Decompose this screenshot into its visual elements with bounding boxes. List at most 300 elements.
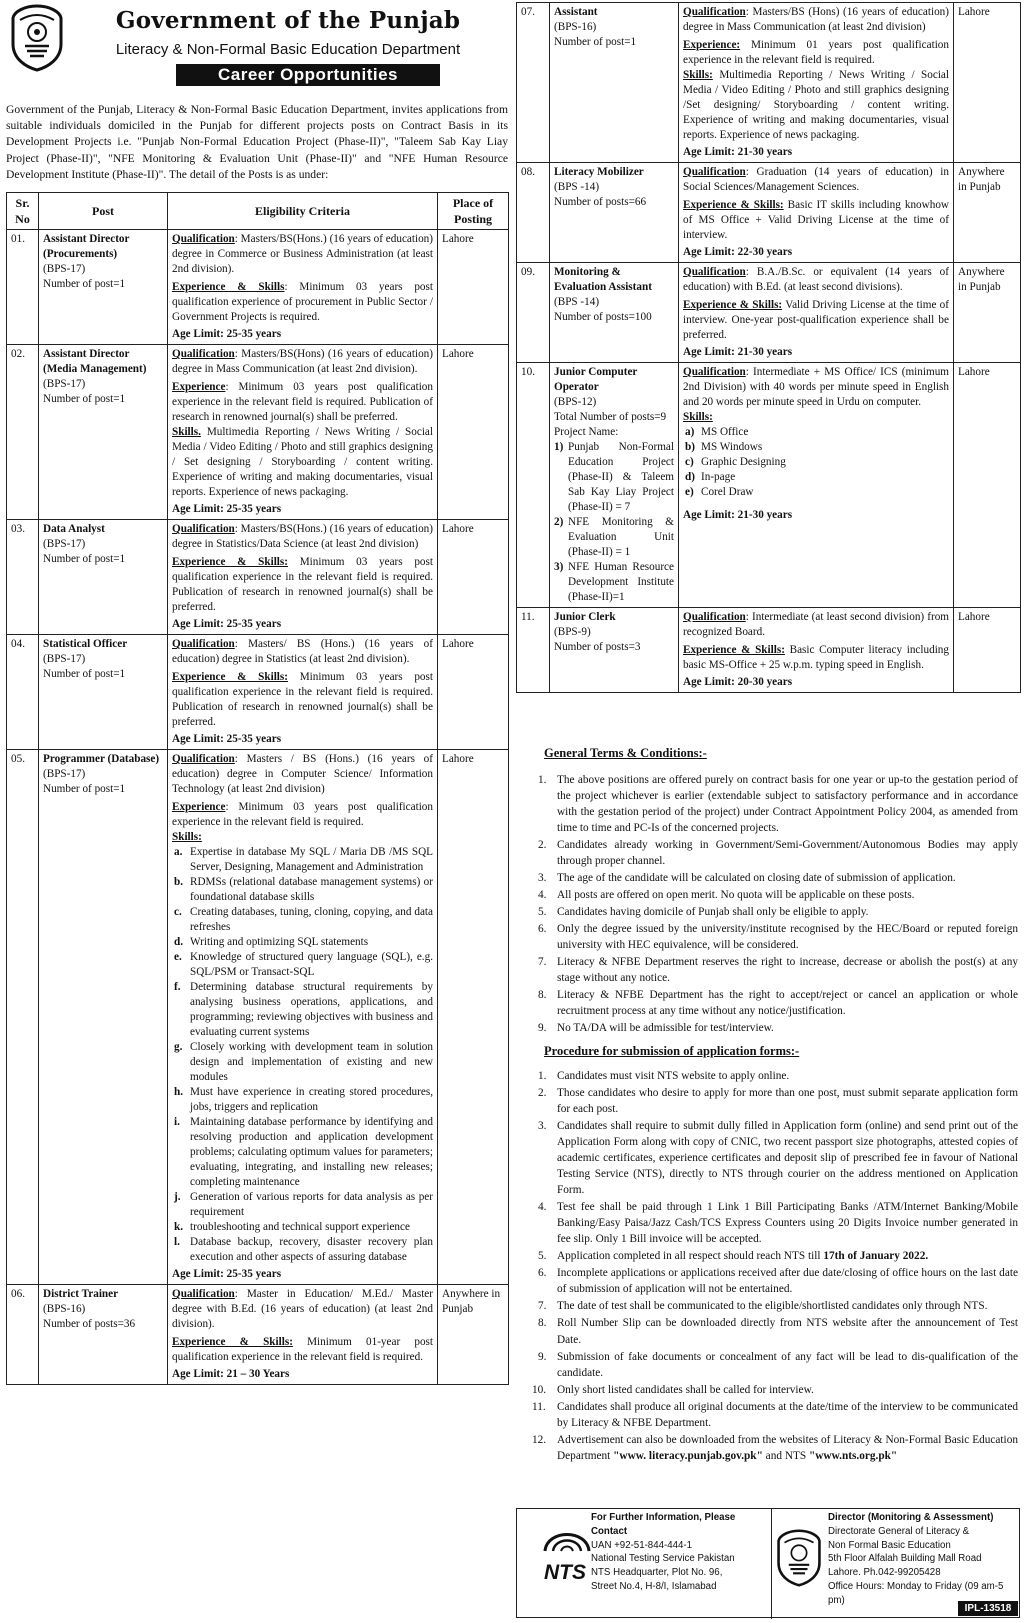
list-text: Candidates shall produce all original documents at the date/time of the interview to be communicated by Literacy & NFBE Department.	[557, 1400, 1018, 1429]
list-number: 6.	[538, 1267, 547, 1280]
experience	[172, 800, 433, 830]
qualification-label: Qualification	[172, 638, 235, 651]
post-bps: (BPS-17)	[43, 768, 86, 781]
skills-label: Skills:	[683, 411, 713, 423]
list-item	[522, 1349, 1018, 1381]
government-title: Government of the Punjab	[115, 7, 461, 34]
place-of-posting: Anywhere in Punjab	[954, 263, 1021, 363]
skills-text: Multimedia Reporting / News Writing / Social Media / Video Editing / Photo and still graphics designing /Set designing/ Storyboarding / content writing. Experience of writing and making documentaries, visual reports. Experience of news packaging.	[683, 69, 949, 141]
sr-no: 01.	[7, 230, 39, 345]
qualification-text: : Masters/BS(Hons.) (16 years of education) degree in Commerce or Business Administration (at least 2nd division).	[172, 233, 434, 276]
post-count: Number of posts=3	[554, 641, 641, 653]
experience-text: : Minimum 03 years post qualification experience of procurement in Public Sector / Government Projects is required.	[172, 281, 433, 324]
skill-text: Graphic Designing	[701, 456, 786, 468]
skill-text: Knowledge of structured query language (SQL), e.g. SQL/PSM or Transact-SQL	[190, 951, 433, 979]
post-count: Number of posts=36	[43, 1318, 136, 1331]
qualification	[683, 5, 949, 35]
qualification-label: Qualification	[172, 753, 235, 766]
contact-line: Street No.4, H-8/I, Islamabad	[591, 1580, 717, 1592]
list-item	[522, 1298, 1018, 1314]
skill-text: Closely working with development team in solution design and implementation of existing and new modules	[190, 1041, 433, 1084]
age-limit: Age Limit: 21-30 years	[683, 509, 793, 521]
list-text: No TA/DA will be admissible for test/interview.	[557, 1022, 774, 1035]
list-item	[522, 1432, 1018, 1464]
qualification	[172, 1287, 433, 1332]
skill-marker: b)	[685, 441, 695, 453]
skills-label: Skills:	[683, 69, 713, 81]
post-count: Number of post=1	[43, 553, 126, 566]
post-bps: (BPS-16)	[554, 21, 597, 33]
table-row	[7, 230, 509, 345]
skill-marker: d.	[174, 936, 184, 949]
age-limit: Age Limit: 21-30 years	[683, 146, 793, 158]
list-number: 5.	[538, 906, 547, 919]
skill-text: Generation of various reports for data analysis as per requirement	[190, 1191, 433, 1219]
skill-text: Database backup, recovery, disaster recovery plan execution and other aspects of assuring database	[190, 1236, 433, 1264]
list-number: 11.	[532, 1400, 546, 1413]
project-marker: 2)	[554, 516, 564, 528]
sr-no: 11.	[517, 608, 550, 693]
table-row	[7, 1285, 509, 1385]
post-bps: (BPS-16)	[43, 1303, 86, 1316]
list-text: Literacy & NFBE Department has the right to accept/reject or cancel an application or whole recruitment process at any time without any notice/justification.	[557, 989, 1018, 1018]
list-text: Candidates already working in Government/Semi-Government/Autonomous Bodies may apply through proper channel.	[557, 839, 1018, 868]
table-row	[7, 520, 509, 635]
list-item	[522, 1248, 1018, 1264]
eligibility-criteria	[168, 345, 438, 520]
qualification-text: : B.A./B.Sc. or equivalent (14 years of education) with B.Ed. (at least second divisions).	[683, 266, 949, 293]
list-number: 2.	[538, 839, 547, 852]
experience-label: Experience & Skills	[172, 281, 285, 294]
sr-no: 05.	[7, 750, 39, 1285]
sr-no: 07.	[517, 3, 550, 163]
table-row	[7, 750, 509, 1285]
post-count: Number of post=1	[43, 393, 126, 406]
posts-table-left	[6, 192, 509, 1385]
place-of-posting: Lahore	[438, 345, 509, 520]
post-cell	[550, 363, 679, 608]
website-nts: "www.nts.org.pk"	[809, 1449, 898, 1462]
skill-item	[172, 1085, 433, 1115]
skill-text: MS Office	[701, 426, 749, 438]
deadline-date: 17th of January 2022.	[823, 1250, 929, 1263]
post-count: Number of posts=100	[554, 311, 652, 323]
list-text: Those candidates who desire to apply for more than one post, must submit separate application form for each post.	[557, 1087, 1018, 1116]
footer-contact-info	[591, 1511, 767, 1594]
skill-marker: d)	[685, 471, 695, 483]
director-line: Lahore. Ph.042-99205428	[828, 1567, 941, 1579]
qualification	[172, 752, 433, 797]
list-item	[522, 1068, 1018, 1084]
age-limit: Age Limit: 21 – 30 Years	[172, 1368, 290, 1381]
skill-marker: c)	[685, 456, 694, 468]
table-row	[7, 635, 509, 750]
list-item	[522, 1315, 1018, 1347]
table-row	[517, 163, 1021, 263]
place-of-posting: Lahore	[954, 608, 1021, 693]
post-bps: (BPS -14)	[554, 181, 600, 193]
list-number: 9.	[538, 1022, 547, 1035]
skill-text: In-page	[701, 471, 736, 483]
post-cell	[39, 635, 168, 750]
qualification-label: Qualification	[683, 611, 746, 623]
skill-marker: j.	[174, 1191, 181, 1204]
post-name: Assistant Director (Procurements)	[43, 233, 130, 261]
list-text: Submission of fake documents or concealment of any fact will be lead to dis-qualification of the candidate.	[557, 1350, 1018, 1379]
qualification-label: Qualification	[683, 366, 746, 378]
website-and: and NTS	[762, 1449, 809, 1462]
experience-text: Basic IT skills including knowhow of MS Office + Valid Driving License at the time of interview.	[683, 199, 949, 241]
qualification	[683, 265, 949, 295]
list-number: 5.	[538, 1250, 547, 1263]
project-item	[554, 560, 674, 605]
post-count: Number of post=1	[554, 36, 637, 48]
project-text: Punjab Non-Formal Education Project (Phase-II) & Taleem Sab Kay Liay Project (Phase-II) = 7	[568, 441, 674, 513]
general-terms-list	[522, 772, 1018, 1038]
project-list	[554, 440, 674, 605]
list-number: 4.	[538, 1201, 547, 1214]
post-name: Statistical Officer	[43, 638, 128, 651]
sr-no: 06.	[7, 1285, 39, 1385]
qualification-text: : Masters / BS (Hons.) (16 years of education) degree in Computer Science/ Information Technology (at least 2nd division)	[172, 753, 433, 796]
experience-label: Experience & Skills:	[683, 644, 785, 656]
eligibility-criteria	[168, 635, 438, 750]
experience	[683, 198, 949, 243]
skill-item	[172, 1040, 433, 1085]
skill-text: Expertise in database My SQL / Maria DB /MS SQL Server, Designing, Management and Administration	[190, 846, 433, 874]
age-limit: Age Limit: 25-35 years	[172, 503, 282, 516]
skill-text: Maintaining database performance by identifying and resolving production and application development problems; calculating optimum values for parameters; evaluating, integrating, and installing new releases; completing maintenance	[190, 1116, 433, 1189]
list-item	[522, 1399, 1018, 1431]
sr-no: 10.	[517, 363, 550, 608]
eligibility-criteria	[168, 1285, 438, 1385]
director-line: Non Formal Basic Education	[828, 1539, 951, 1551]
list-item	[522, 870, 1018, 886]
experience	[172, 280, 433, 325]
post-name: District Trainer	[43, 1288, 119, 1301]
list-item	[522, 887, 1018, 903]
skill-item	[172, 1115, 433, 1190]
experience-text: Minimum 01-year post qualification experience in the relevant field is required.	[172, 1336, 433, 1364]
table-header-row	[7, 193, 509, 230]
skill-item	[683, 440, 949, 455]
general-terms-heading: General Terms & Conditions:-	[544, 746, 707, 760]
qualification-text: : Masters/BS(Hons.) (16 years of education) degree in Statistics/Data Science (at least 2nd division)	[172, 523, 434, 551]
qualification	[683, 365, 949, 410]
skill-text: Writing and optimizing SQL statements	[190, 936, 369, 949]
qualification-label: Qualification	[172, 1288, 235, 1301]
post-count: Number of post=1	[43, 668, 126, 681]
post-cell	[39, 1285, 168, 1385]
list-text: The age of the candidate will be calculated on closing date of submission of application.	[557, 872, 956, 885]
list-item	[522, 1265, 1018, 1297]
place-of-posting: Lahore	[438, 750, 509, 1285]
list-number: 7.	[538, 1300, 547, 1313]
experience	[683, 298, 949, 343]
skills-label: Skills:	[172, 831, 202, 844]
header-eligibility: Eligibility Criteria	[168, 193, 438, 230]
skill-text: Must have experience in creating stored procedures, jobs, triggers and replication	[190, 1086, 433, 1114]
list-text: Test fee shall be paid through 1 Link 1 Bill Participating Banks /ATM/Internet Banking/Mobile Banking/Easy Paisa/Jazz Cash/TCS Express Counters using 20 Digits Invoice number generated in fee slip. Only 1 Bill invoice will be accepted.	[557, 1201, 1018, 1246]
post-bps: (BPS-17)	[43, 263, 86, 276]
sr-no: 09.	[517, 263, 550, 363]
qualification-label: Qualification	[683, 6, 746, 18]
skill-marker: e.	[174, 951, 182, 964]
post-bps: (BPS -14)	[554, 296, 600, 308]
experience	[172, 1335, 433, 1365]
qualification-text: : Masters/ BS (Hons.) (16 years of education) degree in Statistics (at least 2nd division).	[172, 638, 433, 666]
list-item	[522, 1118, 1018, 1198]
sr-no: 02.	[7, 345, 39, 520]
skill-marker: a.	[174, 846, 183, 859]
sr-no: 04.	[7, 635, 39, 750]
footer-contact-box	[516, 1508, 1020, 1618]
skill-item	[172, 845, 433, 875]
eligibility-criteria	[168, 520, 438, 635]
eligibility-criteria	[679, 163, 954, 263]
project-text: NFE Human Resource Development Institute (Phase-II)=1	[568, 561, 674, 603]
experience-text: Minimum 03 years post qualification experience in the relevant field is required. Publication of research in renowned journal(s) shall be preferred.	[172, 556, 433, 614]
post-bps: (BPS-12)	[554, 396, 597, 408]
qualification	[172, 522, 433, 552]
department-title: Literacy & Non-Formal Basic Education Department	[115, 41, 461, 58]
table-row	[7, 345, 509, 520]
nts-logo-icon	[541, 1523, 593, 1595]
punjab-government-emblem-icon	[776, 1529, 822, 1587]
experience-text: Basic Computer literacy including basic MS-Office + 25 w.p.m. typing speed in English.	[683, 644, 949, 671]
qualification-label: Qualification	[683, 266, 746, 278]
list-number: 6.	[538, 923, 547, 936]
header	[4, 0, 508, 96]
sr-no: 08.	[517, 163, 550, 263]
qualification-text: : Master in Education/ M.Ed./ Master degree with B.Ed. (16 years of education) (at least 2nd division).	[172, 1288, 433, 1331]
skill-item	[172, 1220, 433, 1235]
skill-marker: b.	[174, 876, 184, 889]
qualification	[683, 165, 949, 195]
experience	[683, 38, 949, 68]
list-item	[522, 1085, 1018, 1117]
place-of-posting: Lahore	[954, 3, 1021, 163]
svg-text:NTS: NTS	[544, 1561, 586, 1584]
skill-text: Determining database structural requirements by analysing business operations, applications, and programming; reviewing objectives with business and evaluating current systems	[190, 981, 433, 1039]
skill-text: troubleshooting and technical support experience	[190, 1221, 410, 1234]
qualification-text: : Graduation (14 years of education) in Social Sciences/Management Sciences.	[683, 166, 949, 193]
director-line: Directorate General of Literacy &	[828, 1525, 970, 1537]
list-number: 12.	[532, 1433, 547, 1446]
age-limit: Age Limit: 20-30 years	[683, 676, 793, 688]
skill-item	[172, 980, 433, 1040]
list-number: 4.	[538, 889, 547, 902]
list-text: Literacy & NFBE Department reserves the right to increase, decrease or abolish the post(s) at any stage without any notice.	[557, 956, 1018, 985]
website-literacy: "www. literacy.punjab.gov.pk"	[613, 1449, 763, 1462]
skill-item	[172, 905, 433, 935]
eligibility-criteria	[679, 363, 954, 608]
project-text: NFE Monitoring & Evaluation Unit (Phase-II) = 1	[568, 516, 674, 558]
experience-label: Experience	[172, 381, 226, 394]
qualification	[172, 347, 433, 377]
post-cell	[550, 3, 679, 163]
post-name: Data Analyst	[43, 523, 105, 536]
post-name: Assistant Director (Media Management)	[43, 348, 147, 376]
qualification-label: Qualification	[172, 523, 235, 536]
post-cell	[550, 263, 679, 363]
skill-marker: g.	[174, 1041, 183, 1054]
ipl-number-badge: IPL-13518	[958, 1601, 1018, 1616]
list-item	[522, 921, 1018, 953]
skills	[683, 68, 949, 143]
post-cell	[39, 750, 168, 1285]
sr-no: 03.	[7, 520, 39, 635]
list-number: 7.	[538, 956, 547, 969]
eligibility-criteria	[679, 263, 954, 363]
list-text: Application completed in all respect should reach NTS till	[557, 1250, 824, 1263]
post-cell	[550, 163, 679, 263]
experience-text: Minimum 01 years post qualification experience in the relevant field is required.	[683, 39, 949, 66]
procedure-list	[522, 1068, 1018, 1465]
list-number: 10.	[532, 1383, 547, 1396]
director-line: 5th Floor Alfalah Building Mall Road	[828, 1553, 982, 1565]
place-of-posting: Anywhere in Punjab	[438, 1285, 509, 1385]
skill-text: RDMSs (relational database management systems) or foundational database skills	[190, 876, 433, 904]
post-count: Number of post=1	[43, 278, 126, 291]
list-text: Candidates shall require to submit dully filled in Application form (online) and send print out of the Application Form along with copy of CNIC, two recent passport size photographs, attested copies of academic certificates, experience certificates and deposit slip of prescribed fee in favour of National Testing Service (NTS), directly to NTS through courier on the address mentioned on Application Form.	[557, 1120, 1018, 1197]
career-opportunities-banner: Career Opportunities	[176, 64, 440, 86]
skill-marker: c.	[174, 906, 182, 919]
age-limit: Age Limit: 25-35 years	[172, 1268, 282, 1281]
director-line: Office Hours: Monday to Friday (09 am-5 pm)	[828, 1580, 1004, 1606]
post-count: Total Number of posts=9	[554, 411, 667, 423]
skill-item	[172, 950, 433, 980]
post-bps: (BPS-9)	[554, 626, 591, 638]
age-limit: Age Limit: 25-35 years	[172, 328, 282, 341]
skills-text: Multimedia Reporting / News Writing / Social Media / Video Editing / Photo and still graphics designing / Set designing / Storyboarding / content writing. Experience of writing and making documentaries, visual reports. Experience of news packaging.	[172, 426, 433, 499]
punjab-government-emblem-icon	[10, 4, 64, 72]
post-name: Literacy Mobilizer	[554, 166, 644, 178]
experience-label: Experience & Skills:	[172, 671, 288, 684]
experience	[172, 670, 433, 730]
age-limit: Age Limit: 22-30 years	[683, 246, 793, 258]
eligibility-criteria	[679, 608, 954, 693]
experience	[172, 555, 433, 615]
skills-list	[172, 845, 433, 1265]
list-text: The above positions are offered purely on contract basis for one year or up-to the gestation period of the project whichever is earlier (extendable subject to satisfactory performance and in accordance with the gestation period of the project) under Contract Appointment Policy 2004, as amended from time to time and PC-Is of the concerned projects.	[557, 774, 1018, 835]
qualification-label: Qualification	[683, 166, 746, 178]
experience-label: Experience & Skills:	[172, 556, 288, 569]
list-text: Candidates must visit NTS website to apply online.	[557, 1070, 790, 1082]
header-place: Place of Posting	[438, 193, 509, 230]
eligibility-criteria	[168, 750, 438, 1285]
right-column	[516, 0, 1022, 1623]
skill-item	[683, 425, 949, 440]
qualification-text: : Intermediate (at least second division) from recognized Board.	[683, 611, 949, 638]
qualification-text: : Masters/BS(Hons) (16 years of education) degree in Mass Communication (at least 2nd division).	[172, 348, 433, 376]
post-name: Assistant	[554, 6, 598, 18]
qualification	[172, 232, 433, 277]
skills-list	[683, 425, 949, 500]
header-post: Post	[39, 193, 168, 230]
age-limit: Age Limit: 25-35 years	[172, 733, 282, 746]
age-limit: Age Limit: 25-35 years	[172, 618, 282, 631]
project-marker: 3)	[554, 561, 564, 573]
list-text: Incomplete applications or applications received after due date/closing of office hours on the last date of submission of application will not be entertained.	[557, 1267, 1018, 1296]
place-of-posting: Lahore	[954, 363, 1021, 608]
skill-item	[172, 935, 433, 950]
project-item	[554, 440, 674, 515]
skill-text: Corel Draw	[701, 486, 754, 498]
skill-marker: a)	[685, 426, 695, 438]
qualification-label: Qualification	[172, 233, 235, 246]
list-number: 1.	[538, 774, 547, 786]
footer-director-box	[771, 1509, 1021, 1619]
eligibility-criteria	[168, 230, 438, 345]
list-number: 2.	[538, 1087, 547, 1100]
post-cell	[550, 608, 679, 693]
post-bps: (BPS-17)	[43, 378, 86, 391]
post-count: Number of post=1	[43, 783, 126, 796]
contact-line: UAN +92-51-844-444-1	[591, 1539, 692, 1551]
list-number: 9.	[538, 1350, 547, 1363]
procedure-heading: Procedure for submission of application forms:-	[544, 1044, 800, 1058]
table-row	[517, 608, 1021, 693]
place-of-posting: Lahore	[438, 520, 509, 635]
experience-label: Experience:	[683, 39, 741, 51]
skill-marker: l.	[174, 1236, 180, 1249]
skill-marker: k.	[174, 1221, 184, 1234]
skill-item	[172, 1235, 433, 1265]
skill-marker: h.	[174, 1086, 184, 1099]
list-text: Advertisement can also be downloaded from the websites of Literacy & Non-Formal Basic Education Department	[557, 1433, 1018, 1462]
post-name: Junior Clerk	[554, 611, 616, 623]
experience-label: Experience	[172, 801, 226, 814]
list-text: Only the degree issued by the university/institute recognised by the HEC/Board or reputed foreign university with HEC equivalence, will be considered.	[557, 923, 1018, 952]
skill-marker: e)	[685, 486, 694, 498]
left-column	[4, 0, 508, 1623]
list-item	[522, 772, 1018, 836]
post-cell	[39, 230, 168, 345]
list-item	[522, 837, 1018, 869]
list-item	[522, 954, 1018, 986]
experience-label: Experience & Skills:	[683, 299, 783, 311]
post-cell	[39, 345, 168, 520]
qualification-text: : Masters/BS (Hons) (16 years of education) degree in Mass Communication (at least 2nd division)	[683, 6, 949, 33]
list-number: 1.	[538, 1070, 547, 1082]
contact-line: National Testing Service Pakistan	[591, 1553, 735, 1565]
director-heading: Director (Monitoring & Assessment)	[828, 1512, 994, 1523]
project-item	[554, 515, 674, 560]
list-text: Roll Number Slip can be downloaded directly from NTS website after the announcement of Test Date.	[557, 1317, 1018, 1346]
qualification	[683, 610, 949, 640]
skills-label: Skills.	[172, 426, 201, 439]
skill-item	[172, 1190, 433, 1220]
list-number: 3.	[538, 1120, 547, 1133]
list-number: 8.	[538, 1317, 547, 1330]
post-name: Junior Computer Operator	[554, 366, 638, 393]
experience-label: Experience & Skills:	[683, 199, 784, 211]
age-limit: Age Limit: 21-30 years	[683, 346, 793, 358]
list-item	[522, 1199, 1018, 1247]
post-count: Number of posts=66	[554, 196, 647, 208]
experience	[172, 380, 433, 425]
place-of-posting: Lahore	[438, 230, 509, 345]
table-row	[517, 363, 1021, 608]
contact-line: NTS Headquarter, Plot No. 96,	[591, 1567, 723, 1579]
skill-marker: i.	[174, 1116, 180, 1129]
place-of-posting: Anywhere in Punjab	[954, 163, 1021, 263]
skill-text: MS Windows	[701, 441, 763, 453]
table-row	[517, 3, 1021, 163]
director-info	[828, 1511, 1020, 1607]
post-name: Programmer (Database)	[43, 753, 160, 766]
